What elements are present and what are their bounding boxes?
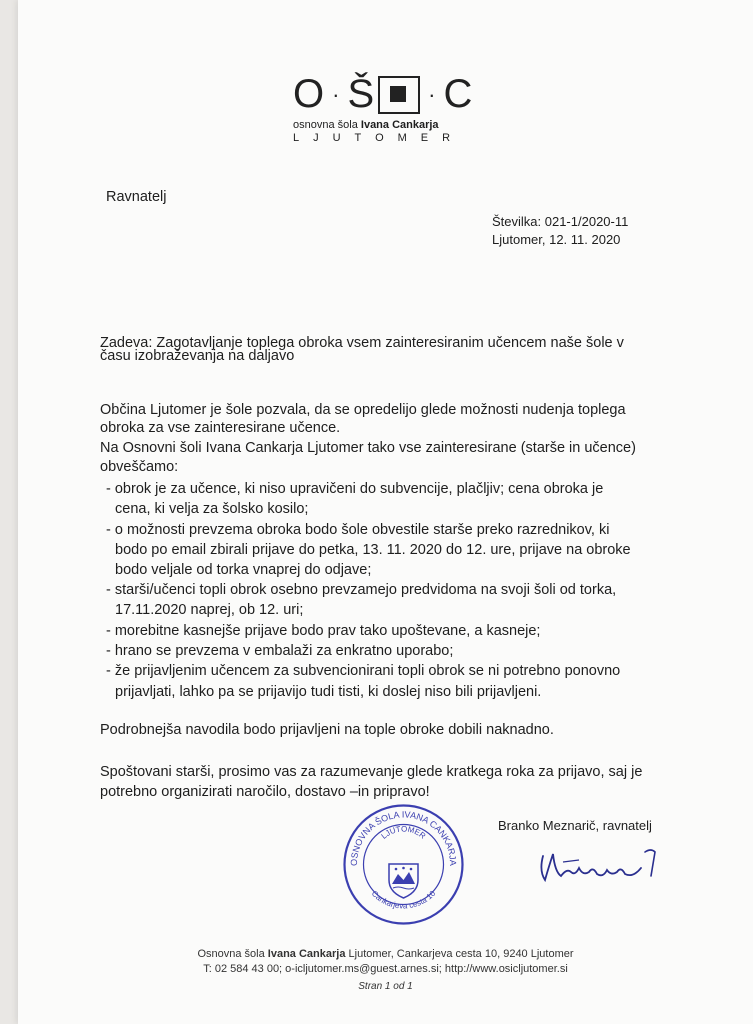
page-number: Stran 1 od 1 [358,981,413,992]
handwritten-signature [533,836,683,891]
footer-address: Osnovna šola Ivana Cankarja Ljutomer, Cankarjeva cesta 10, 9240 Ljutomer [197,948,574,960]
bullet-6-line-2: prijavljati, lahko pa se prijavijo tudi tisti, ki doslej niso bili prijavljeni. [115,684,542,700]
bullet-1-line-2: cena, ki velja za šolsko kosilo; [115,501,309,517]
stamp-top-text: OSNOVNA ŠOLA IVANA CANKARJA [348,809,459,867]
bullet-1-line-1: - obrok je za učence, ki niso upravičeni do subvencije, plačljiv; cena obroka je [106,481,604,497]
bullet-3-line-2: 17.11.2020 naprej, ob 12. uri; [115,602,304,618]
logo-letter-s: Š [347,72,377,116]
paragraph-4-line-2: potrebno organizirati naročilo, dostavo –in pripravo! [100,784,430,800]
signatory-name: Branko Meznarič, ravnatelj [498,818,652,833]
coat-of-arms-icon [389,864,418,898]
bullet-2-line-3: bodo veljale od torka vnaprej do odjave; [115,562,372,578]
bullet-4: - morebitne kasnejše prijave bodo prav tako upoštevane, a kasneje; [106,623,541,639]
logo-letter-c: C [443,72,475,116]
footer-contact: T: 02 584 43 00; o-icljutomer.ms@guest.arnes.si; http://www.osicljutomer.si [203,963,568,975]
paragraph-3: Podrobnejša navodila bodo prijavljeni na tople obroke dobili naknadno. [100,722,554,738]
bullet-5: - hrano se prevzema v embalaži za enkratno uporabo; [106,643,454,659]
bullet-2-line-1: - o možnosti prevzema obroka bodo šole obvestile starše preko razrednikov, ki [106,522,610,538]
sender: Ravnatelj [106,189,167,205]
subject-line-2: času izobraževanja na daljavo [100,348,295,364]
logo-wordmark [293,72,474,117]
place-date: Ljutomer, 12. 11. 2020 [492,232,621,247]
logo-letter-o: O [293,72,327,116]
stamp-bottom-text: Cankarjeva cesta 10 [369,888,438,911]
bullet-2-line-2: bodo po email zbirali prijave do petka, 13. 11. 2020 do 12. ure, prijave na obroke [115,542,631,558]
subject-line-1: Zadeva: Zagotavljanje toplega obroka vsem zainteresiranim učencem naše šole v [100,335,624,351]
paragraph-1-line-2: obroka za vse zainteresirane učence. [100,420,341,436]
paragraph-2-line-2: obveščamo: [100,459,179,475]
bullet-3-line-1: - starši/učenci topli obrok osebno prevzamejo predvidoma na svoji šoli od torka, [106,582,617,598]
school-logo [293,72,474,144]
paragraph-4-line-1: Spoštovani starši, prosimo vas za razumevanje glede kratkega roka za prijavo, saj je [100,764,643,780]
school-stamp [341,802,466,927]
paragraph-1-line-1: Občina Ljutomer je šole pozvala, da se opredelijo glede možnosti nudenja toplega [100,402,626,418]
document-number: Številka: 021-1/2020-11 [492,214,629,229]
paragraph-2-line-1: Na Osnovni šoli Ivana Cankarja Ljutomer tako vse zainteresirane (starše in učence) [100,440,636,456]
bullet-6-line-1: - že prijavljenim učencem za subvencionirani topli obrok se ni potrebno ponovno [106,663,621,679]
letter-page [18,0,753,1024]
logo-school-name: osnovna šola Ivana Cankarja [293,119,439,131]
logo-city: LJUTOMER [293,132,465,144]
logo-dot: · [428,81,438,107]
logo-dot: · [332,81,342,107]
logo-square-icon [378,76,420,114]
stamp-city-text: LJUTOMER [379,824,428,841]
